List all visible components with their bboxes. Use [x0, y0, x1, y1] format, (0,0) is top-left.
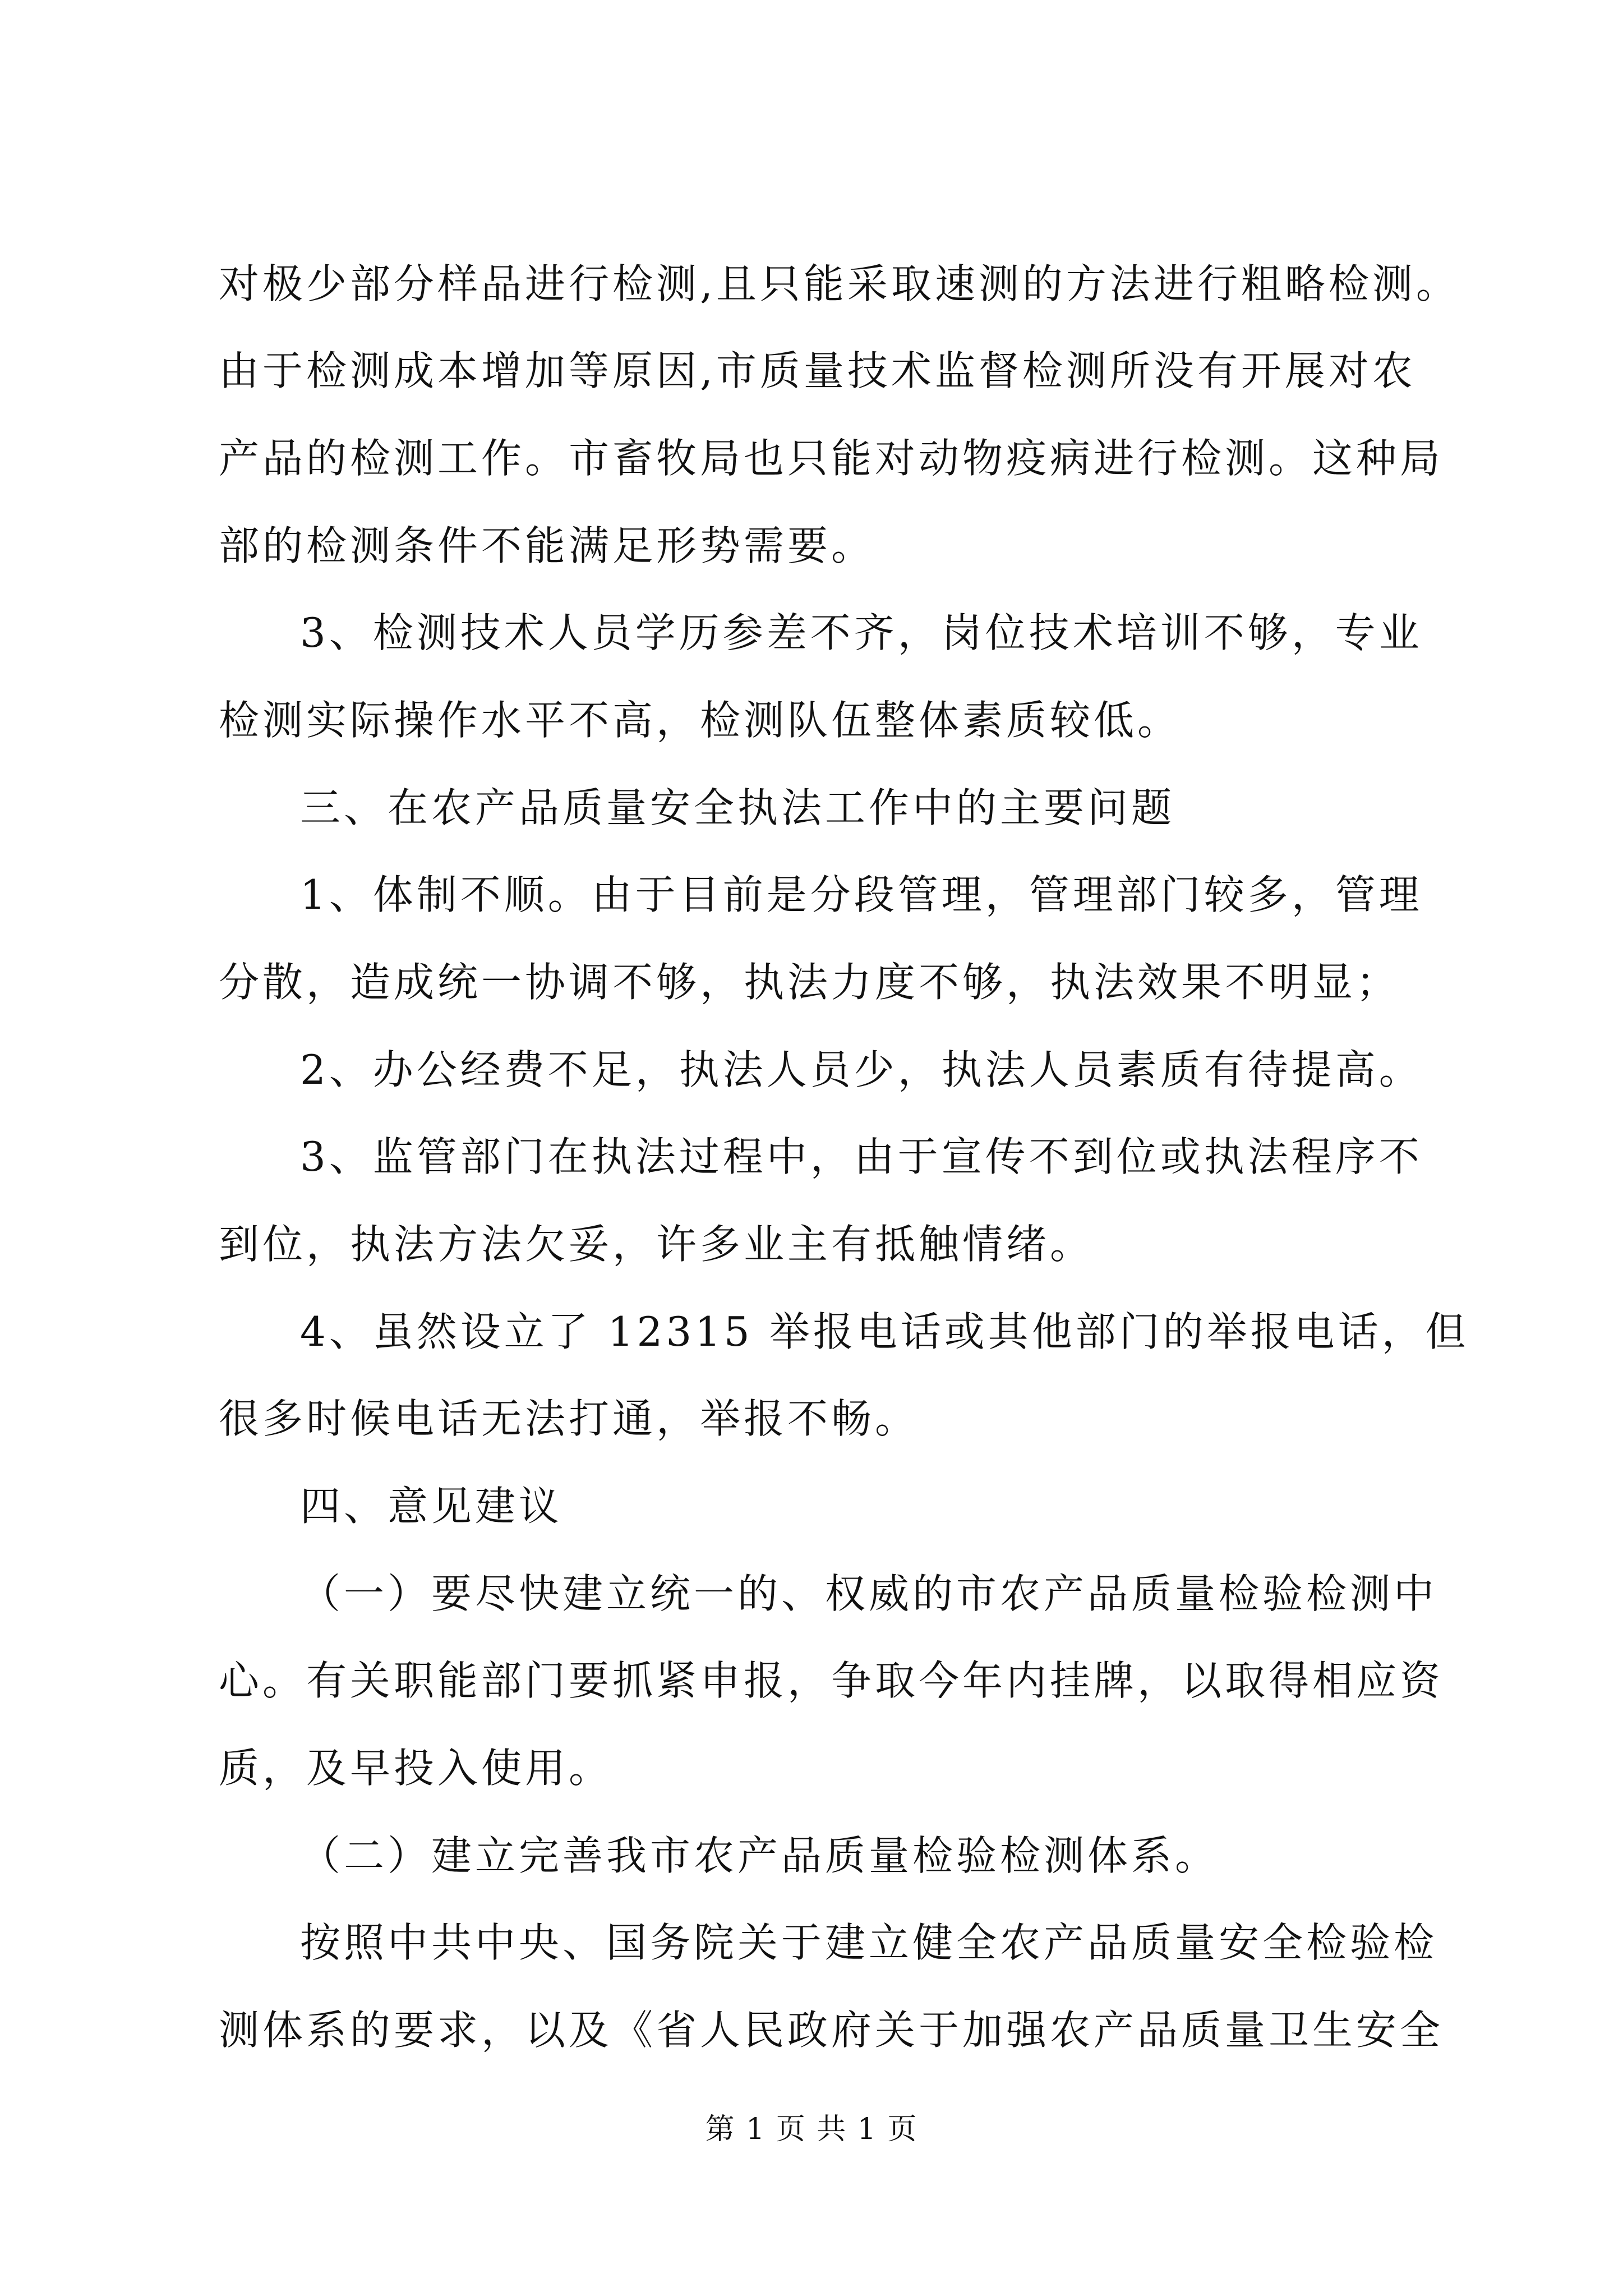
text-line: 到位，执法方法欠妥，许多业主有抵触情绪。 [219, 1221, 1094, 1268]
text-line: 对极少部分样品进行检测,且只能采取速测的方法进行粗略检测。 [219, 260, 1460, 307]
page-footer: 第 1 页 共 1 页 [705, 2113, 918, 2146]
text-line: （一）要尽快建立统一的、权威的市农产品质量检验检测中 [300, 1570, 1438, 1617]
text-line: 心。有关职能部门要抓紧申报，争取今年内挂牌，以取得相应资 [219, 1657, 1444, 1704]
text-line: （二）建立完善我市农产品质量检验检测体系。 [300, 1832, 1219, 1879]
text-line: 3、监管部门在执法过程中，由于宣传不到位或执法程序不 [300, 1133, 1423, 1180]
section-heading: 四、意见建议 [300, 1483, 563, 1530]
text-line: 分散，造成统一协调不够，执法力度不够，执法效果不明显； [219, 959, 1400, 1006]
text-line: 1、体制不顺。由于目前是分段管理，管理部门较多，管理 [300, 871, 1423, 918]
text-line: 产品的检测工作。市畜牧局也只能对动物疫病进行检测。这种局 [219, 435, 1444, 482]
text-line: 由于检测成本增加等原因,市质量技术监督检测所没有开展对农 [219, 347, 1416, 394]
section-heading: 三、在农产品质量安全执法工作中的主要问题 [300, 784, 1175, 831]
text-line: 测体系的要求，以及《省人民政府关于加强农产品质量卫生安全 [219, 2007, 1444, 2054]
text-line: 3、检测技术人员学历参差不齐，岗位技术培训不够，专业 [300, 609, 1423, 656]
text-line: 2、办公经费不足，执法人员少，执法人员素质有待提高。 [300, 1046, 1423, 1093]
text-line: 检测实际操作水平不高，检测队伍整体素质较低。 [219, 697, 1182, 744]
text-line: 部的检测条件不能满足形势需要。 [219, 522, 875, 569]
text-line: 4、虽然设立了 12315 举报电话或其他部门的举报电话，但 [300, 1308, 1469, 1355]
text-line: 质，及早投入使用。 [219, 1745, 613, 1792]
text-line: 按照中共中央、国务院关于建立健全农产品质量安全检验检 [300, 1919, 1438, 1966]
text-line: 很多时候电话无法打通，举报不畅。 [219, 1395, 919, 1442]
